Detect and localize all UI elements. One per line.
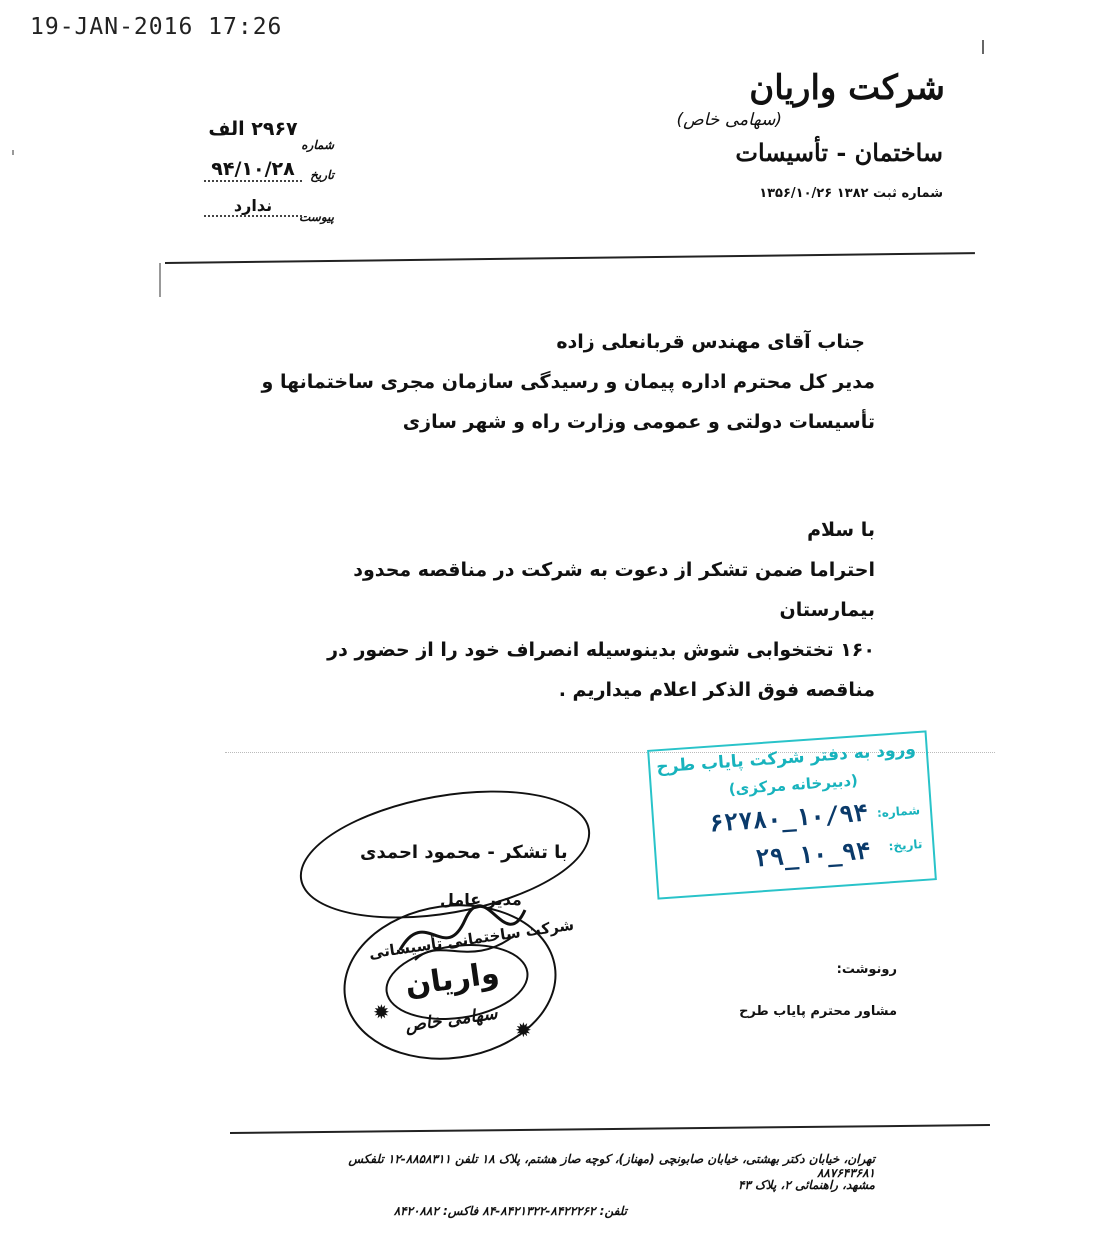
received-stamp-title: ورود به دفتر شرکت پایاب طرح xyxy=(655,739,917,778)
letter-attachment-label: پیوست xyxy=(299,210,334,224)
company-subtitle: ساختمان - تأسیسات xyxy=(735,138,943,167)
letter-number: ۲۹۶۷ الف xyxy=(208,118,298,140)
received-stamp-number: ۱۰/۹۴_۶۲۷۸۰ xyxy=(708,798,870,838)
header-divider xyxy=(165,252,975,264)
company-name: شرکت واریان xyxy=(749,68,945,108)
signature-role: مدیر عامل xyxy=(440,890,522,909)
received-stamp-subtitle: (دبیرخانه مرکزی) xyxy=(728,771,859,799)
body-line: ۱۶۰ تختخوابی شوش بدینوسیله انصراف خود را از حضور در xyxy=(327,639,875,661)
fax-timestamp: 19-JAN-2016 17:26 xyxy=(30,14,283,40)
footer-divider xyxy=(230,1124,990,1134)
company-registration: شماره ثبت ۱۳۸۲ ۱۳۵۶/۱۰/۲۶ xyxy=(759,186,943,201)
greeting: با سلام xyxy=(807,519,875,541)
received-stamp-number-label: شماره: xyxy=(876,803,921,821)
seal-star-icon: ✹ xyxy=(373,1000,390,1024)
letter-number-label: شماره xyxy=(301,138,334,152)
letter-date-row xyxy=(196,158,336,184)
cc-label: رونوشت: xyxy=(836,962,897,977)
seal-star-icon: ✹ xyxy=(515,1018,532,1042)
company-type: (سهامی خاص) xyxy=(676,110,782,130)
received-stamp-date: ۹۴_۱۰_۲۹ xyxy=(754,836,872,873)
cc-line: مشاور محترم پایاب طرح xyxy=(739,1004,897,1019)
signature-closing: با تشکر - محمود احمدی xyxy=(360,842,568,863)
received-stamp-date-label: تاریخ: xyxy=(888,836,923,854)
recipient-title-line1: مدیر کل محترم اداره پیمان و رسیدگی سازمان مجری ساختمانها و xyxy=(261,371,875,393)
seal-top-text: شرکت ساختمانی تأسیساتی xyxy=(367,915,576,963)
letter-body xyxy=(255,510,875,710)
body-line: مناقصه فوق الذکر اعلام میداریم . xyxy=(558,679,875,701)
recipient-block xyxy=(255,322,875,442)
footer-address-line2: مشهد، راهنمائی ۲، پلاک ۴۳ xyxy=(737,1178,875,1192)
letter-date-label: تاریخ xyxy=(310,168,334,182)
scan-mark xyxy=(982,40,984,54)
letter-attachment-row xyxy=(196,196,336,222)
recipient-salutation: جناب آقای مهندس قربانعلی زاده xyxy=(556,331,865,353)
scan-mark xyxy=(159,263,161,297)
seal-center-text: واریان xyxy=(403,955,502,1004)
seal-bottom-text: سهامی خاص xyxy=(404,1003,499,1037)
letter-meta xyxy=(196,116,336,228)
letter-attachment: ندارد xyxy=(204,196,302,217)
received-stamp xyxy=(647,730,937,899)
recipient-title-line2: تأسیسات دولتی و عمومی وزارت راه و شهر سازی xyxy=(402,411,875,433)
body-line: احتراما ضمن تشکر از دعوت به شرکت در مناقصه محدود بیمارستان xyxy=(353,559,875,621)
letter-date: ۹۴/۱۰/۲۸ xyxy=(204,158,302,182)
footer-phone: تلفن: ۸۴۲۲۲۶۲-۸۴۲۱۳۲۲-۸۴ فاکس: ۸۴۲۰۸۸۲ xyxy=(393,1204,627,1218)
scan-mark xyxy=(12,150,14,155)
footer-address-line1: تهران، خیابان دکتر بهشتی، خیابان صابونچی (مهناز)، کوچه صاز هشتم، پلاک ۱۸ تلفن ۸۸۵۸۳۱۱-۱۲ تلفکس ۸۸۷۶۴۳۶۸۱ xyxy=(348,1152,875,1180)
